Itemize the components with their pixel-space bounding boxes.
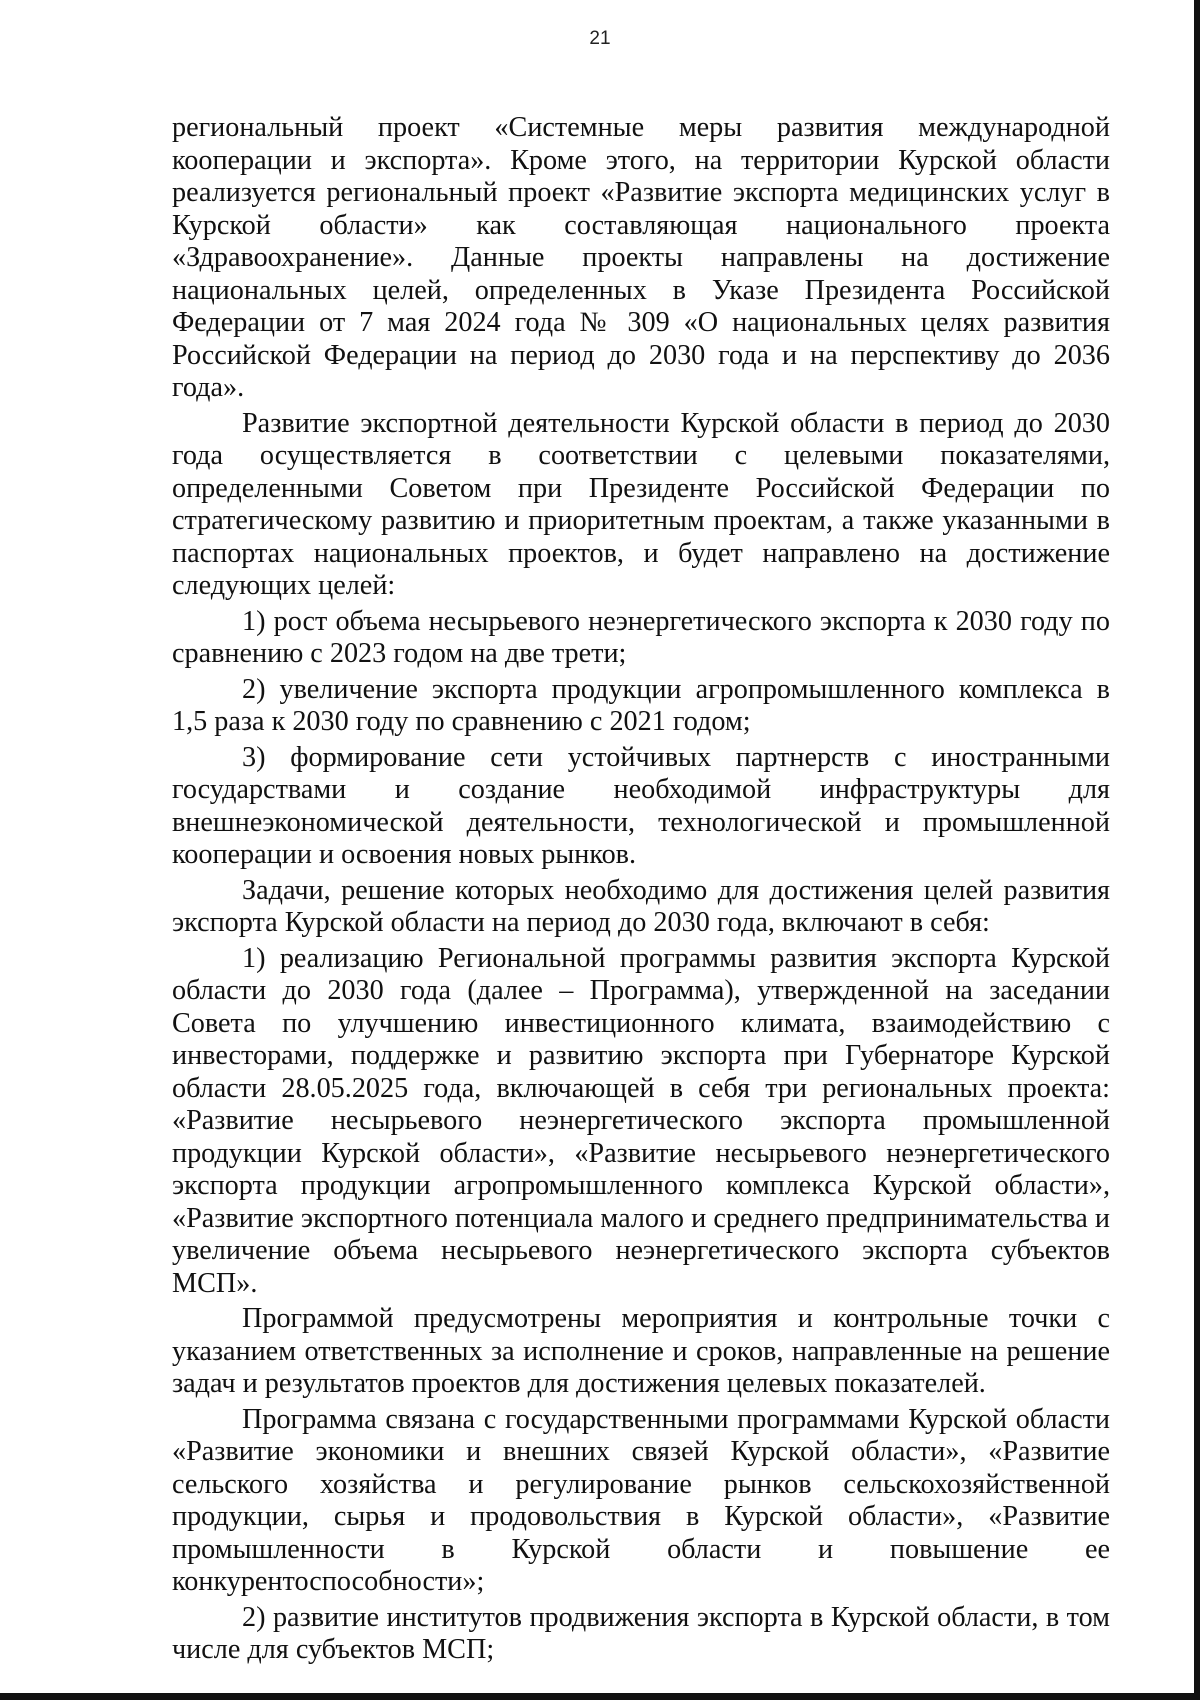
paragraph-goal-3: 3) формирование сети устойчивых партнерств с иностранными государствами и создание необходимой инфраструктуры для внешнеэкономической деятельности, технологической и промышленной кооперации и освоения новых рынков. [172, 741, 1110, 870]
paragraph-task-1: 1) реализацию Региональной программы развития экспорта Курской области до 2030 года (далее – Программа), утвержденной на заседании Совета по улучшению инвестиционного климата, взаимодействию с инвесторами, поддержке и развитию экспорта при Губернаторе Курской области 28.05.2025 года, включающей в себя три региональных проекта: «Развитие несырьевого неэнергетического экспорта промышленной продукции Курской области», «Развитие несырьевого неэнергетического экспорта продукции агропромышленного комплекса Курской области», «Развитие экспортного потенциала малого и среднего предпринимательства и увеличение объема несырьевого неэнергетического экспорта субъектов МСП». [172, 942, 1110, 1299]
scan-bottom-edge [0, 1693, 1200, 1700]
paragraph-task-2: 2) развитие институтов продвижения экспорта в Курской области, в том числе для субъектов МСП; [172, 1601, 1110, 1665]
paragraph-intro-projects: региональный проект «Системные меры развития международной кооперации и экспорта». Кроме этого, на территории Курской области реализуется региональный проект «Развитие экспорта медицинских услуг в Курской области» как составляющая национального проекта «Здравоохранение». Данные проекты направлены на достижение национальных целей, определенных в Указе Президента Российской Федерации от 7 мая 2024 года № 309 «О национальных целях развития Российской Федерации на период до 2030 года и на перспективу до 2036 года». [172, 112, 1110, 403]
page-number: 21 [589, 28, 611, 49]
paragraph-goal-2: 2) увеличение экспорта продукции агропромышленного комплекса в 1,5 раза к 2030 году по сравнению с 2021 годом; [172, 673, 1110, 737]
paragraph-program-links: Программа связана с государственными программами Курской области «Развитие экономики и внешних связей Курской области», «Развитие сельского хозяйства и регулирование рынков сельскохозяйственной продукции, сырья и продовольствия в Курской области», «Развитие промышленности в Курской области и повышение ее конкурентоспособности»; [172, 1403, 1110, 1597]
document-body [172, 112, 1110, 1667]
paragraph-export-development: Развитие экспортной деятельности Курской области в период до 2030 года осуществляется в соответствии с целевыми показателями, определенными Советом при Президенте Российской Федерации по стратегическому развитию и приоритетным проектам, а также указанными в паспортах национальных проектов, и будет направлено на достижение следующих целей: [172, 407, 1110, 601]
scan-right-edge [1194, 0, 1200, 1700]
paragraph-goal-1: 1) рост объема несырьевого неэнергетического экспорта к 2030 году по сравнению с 2023 годом на две трети; [172, 605, 1110, 669]
paragraph-tasks-intro: Задачи, решение которых необходимо для достижения целей развития экспорта Курской области на период до 2030 года, включают в себя: [172, 874, 1110, 938]
paragraph-program-measures: Программой предусмотрены мероприятия и контрольные точки с указанием ответственных за исполнение и сроков, направленные на решение задач и результатов проектов для достижения целевых показателей. [172, 1303, 1110, 1399]
